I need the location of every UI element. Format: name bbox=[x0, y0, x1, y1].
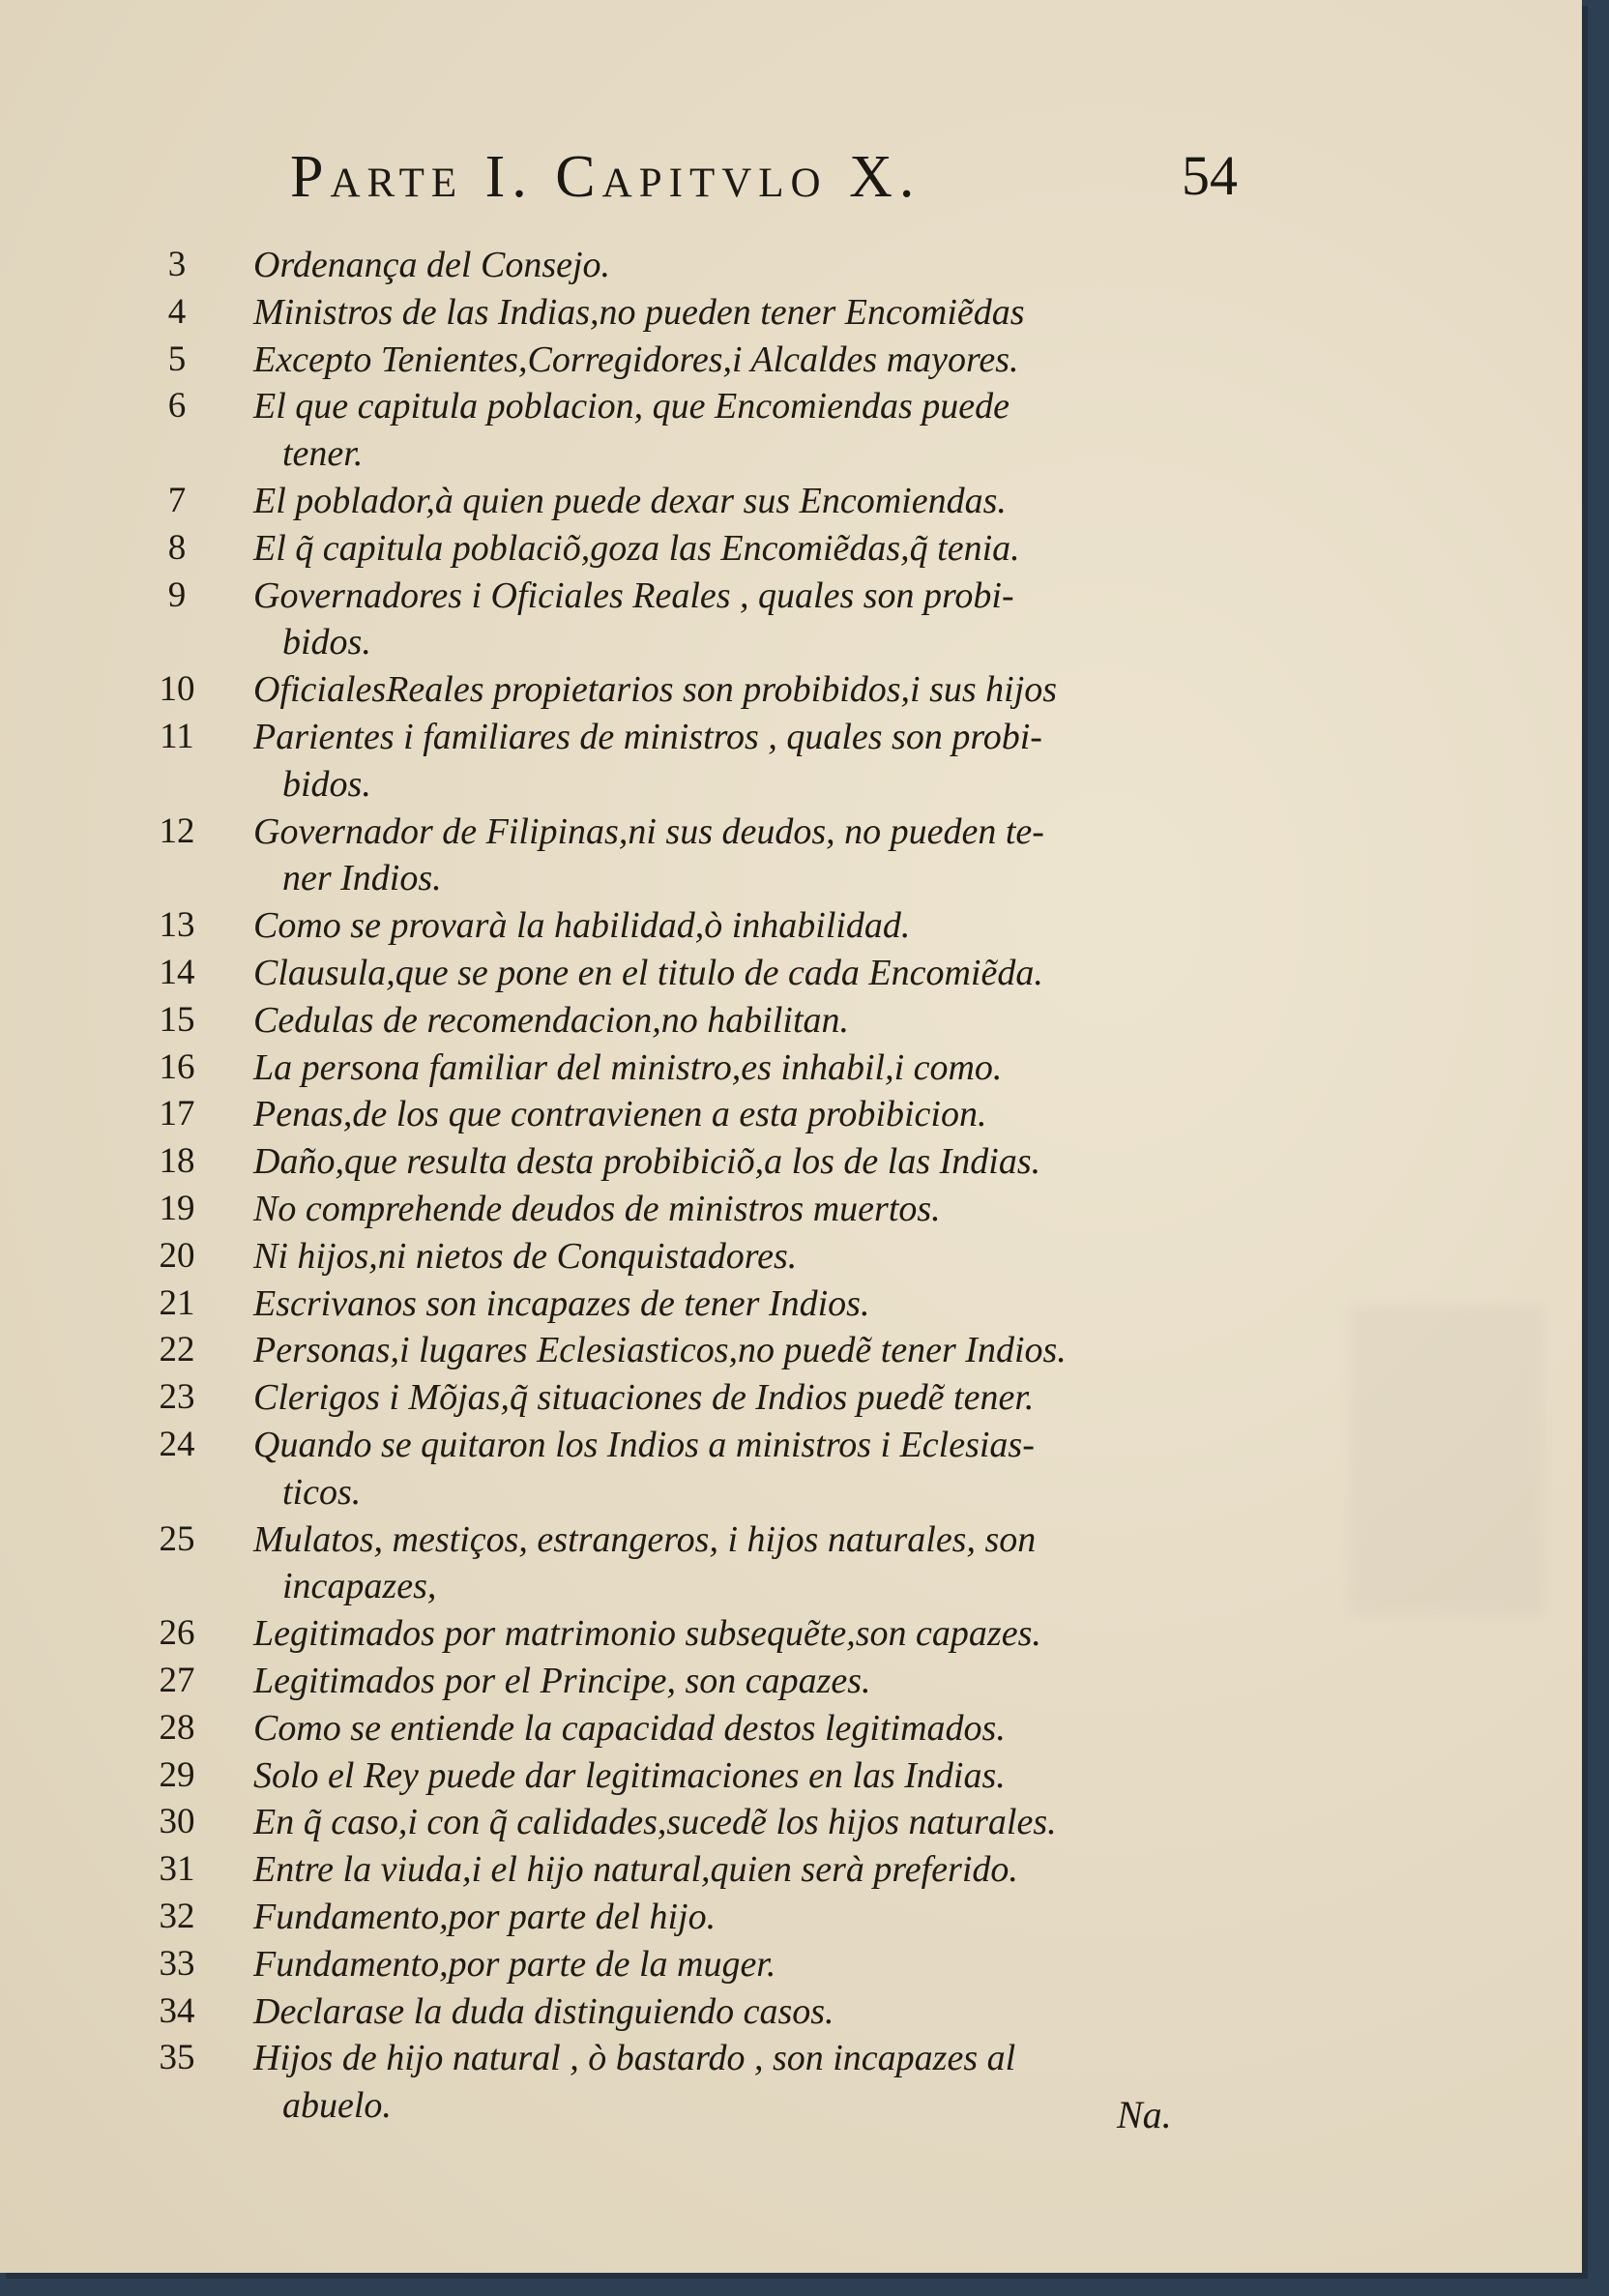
entry-text-continuation: incapazes, bbox=[282, 1566, 437, 1607]
entry-text: La persona familiar del ministro,es inhabil,i como. bbox=[253, 1046, 1003, 1088]
show-through-stain bbox=[1350, 1306, 1543, 1615]
entry-number: 21 bbox=[159, 1282, 195, 1323]
entry-text: Hijos de hijo natural , ò bastardo , son incapazes al bbox=[253, 2038, 1016, 2079]
page-number: 54 bbox=[1182, 144, 1238, 207]
entry-number: 10 bbox=[159, 669, 195, 710]
entry-number: 25 bbox=[159, 1518, 195, 1559]
entry-number: 35 bbox=[159, 2038, 195, 2078]
entry-number: 4 bbox=[167, 291, 187, 332]
entry-text: Clerigos i Mõjas,q̃ situaciones de Indios puedẽ tener. bbox=[253, 1377, 1035, 1419]
catchword: Na. bbox=[1117, 2093, 1172, 2136]
entry-text: Governador de Filipinas,ni sus deudos, no pueden te- bbox=[253, 810, 1044, 852]
entry-text: Governadores i Oficiales Reales , quales son probi- bbox=[253, 574, 1014, 616]
entry-number: 24 bbox=[159, 1425, 195, 1464]
entry-number: 20 bbox=[159, 1235, 195, 1276]
entry-text-continuation: ticos. bbox=[282, 1471, 362, 1513]
entry-text: Legitimados por matrimonio subsequẽte,son capazes. bbox=[253, 1613, 1041, 1655]
entry-number: 23 bbox=[159, 1377, 195, 1418]
entry-text: El q̃ capitula poblaciõ,goza las Encomiẽdas,q̃ tenia. bbox=[253, 527, 1020, 569]
entry-text: Clausula,que se pone en el titulo de cada Encomiẽda. bbox=[253, 953, 1043, 993]
entry-text: Ministros de las Indias,no pueden tener Encomiẽdas bbox=[253, 291, 1025, 333]
entry-number: 32 bbox=[159, 1897, 195, 1936]
entry-text: Excepto Tenientes,Corregidores,i Alcaldes mayores. bbox=[253, 339, 1019, 380]
entry-text-continuation: ner Indios. bbox=[282, 858, 442, 899]
entry-text-continuation: bidos. bbox=[282, 622, 371, 663]
entry-text: Fundamento,por parte del hijo. bbox=[253, 1897, 717, 1937]
entry-text: Ni hijos,ni nietos de Conquistadores. bbox=[253, 1235, 798, 1277]
entry-text-continuation: abuelo. bbox=[282, 2085, 392, 2127]
entry-text: Mulatos, mestiços, estrangeros, i hijos naturales, son bbox=[253, 1518, 1037, 1560]
entry-number: 34 bbox=[159, 1990, 195, 2031]
entry-text: Personas,i lugares Eclesiasticos,no puedẽ tener Indios. bbox=[253, 1330, 1067, 1371]
page-header bbox=[290, 143, 1238, 211]
entry-text: Cedulas de recomendacion,no habilitan. bbox=[253, 999, 849, 1041]
entry-number: 9 bbox=[167, 574, 187, 615]
entry-number: 8 bbox=[167, 527, 187, 568]
entry-text: Penas,de los que contravienen a esta probibicion. bbox=[253, 1094, 987, 1135]
entry-number: 26 bbox=[159, 1613, 195, 1654]
entry-text: OficialesReales propietarios son probibidos,i sus hijos bbox=[253, 669, 1058, 711]
entry-number: 29 bbox=[159, 1754, 195, 1795]
entry-number: 31 bbox=[159, 1849, 195, 1890]
entry-text: Ordenança del Consejo. bbox=[253, 245, 611, 285]
entry-text: Entre la viuda,i el hijo natural,quien serà preferido. bbox=[253, 1849, 1018, 1891]
entry-number: 33 bbox=[159, 1943, 195, 1984]
entry-number: 3 bbox=[167, 245, 187, 284]
entry-text: Legitimados por el Principe, son capazes. bbox=[253, 1661, 871, 1701]
entry-text: El poblador,à quien puede dexar sus Encomiendas. bbox=[253, 481, 1007, 521]
entry-text: Escrivanos son incapazes de tener Indios. bbox=[253, 1282, 870, 1324]
entry-number: 18 bbox=[159, 1141, 195, 1182]
entry-text: Fundamento,por parte de la muger. bbox=[253, 1943, 776, 1985]
entry-text-continuation: tener. bbox=[282, 433, 364, 475]
entry-number: 19 bbox=[159, 1189, 195, 1228]
entry-text: El que capitula poblacion, que Encomiendas puede bbox=[253, 386, 1009, 427]
entry-number: 28 bbox=[159, 1707, 195, 1748]
running-title: Parte I. Capitvlo X. bbox=[290, 144, 922, 210]
entry-text: No comprehende deudos de ministros muertos. bbox=[253, 1189, 941, 1229]
entry-number: 5 bbox=[167, 339, 187, 379]
entry-number: 16 bbox=[159, 1046, 195, 1087]
entry-number: 13 bbox=[159, 905, 195, 946]
entry-text: Parientes i familiares de ministros , quales son probi- bbox=[253, 717, 1042, 757]
entry-text: En q̃ caso,i con q̃ calidades,sucedẽ los hijos naturales. bbox=[253, 1802, 1057, 1843]
entry-text: Daño,que resulta desta probibiciõ,a los de las Indias. bbox=[253, 1141, 1041, 1183]
entry-number: 7 bbox=[167, 481, 187, 520]
entry-number: 15 bbox=[159, 999, 195, 1040]
entry-text: Como se provarà la habilidad,ò inhabilidad. bbox=[253, 905, 911, 947]
entry-text: Como se entiende la capacidad destos legitimados. bbox=[253, 1707, 1006, 1749]
entry-text-continuation: bidos. bbox=[282, 763, 371, 805]
entry-text: Declarase la duda distinguiendo casos. bbox=[253, 1990, 834, 2032]
entry-number: 11 bbox=[160, 717, 194, 756]
entry-text: Solo el Rey puede dar legitimaciones en las Indias. bbox=[253, 1754, 1006, 1796]
entry-number: 22 bbox=[159, 1330, 195, 1370]
entry-number: 6 bbox=[167, 386, 187, 427]
entry-number: 17 bbox=[159, 1094, 195, 1134]
entry-number: 14 bbox=[159, 953, 195, 992]
entry-number: 30 bbox=[159, 1802, 195, 1842]
entry-number: 27 bbox=[159, 1661, 195, 1700]
entry-number: 12 bbox=[159, 810, 195, 851]
entry-text: Quando se quitaron los Indios a ministros i Eclesias- bbox=[253, 1425, 1035, 1465]
